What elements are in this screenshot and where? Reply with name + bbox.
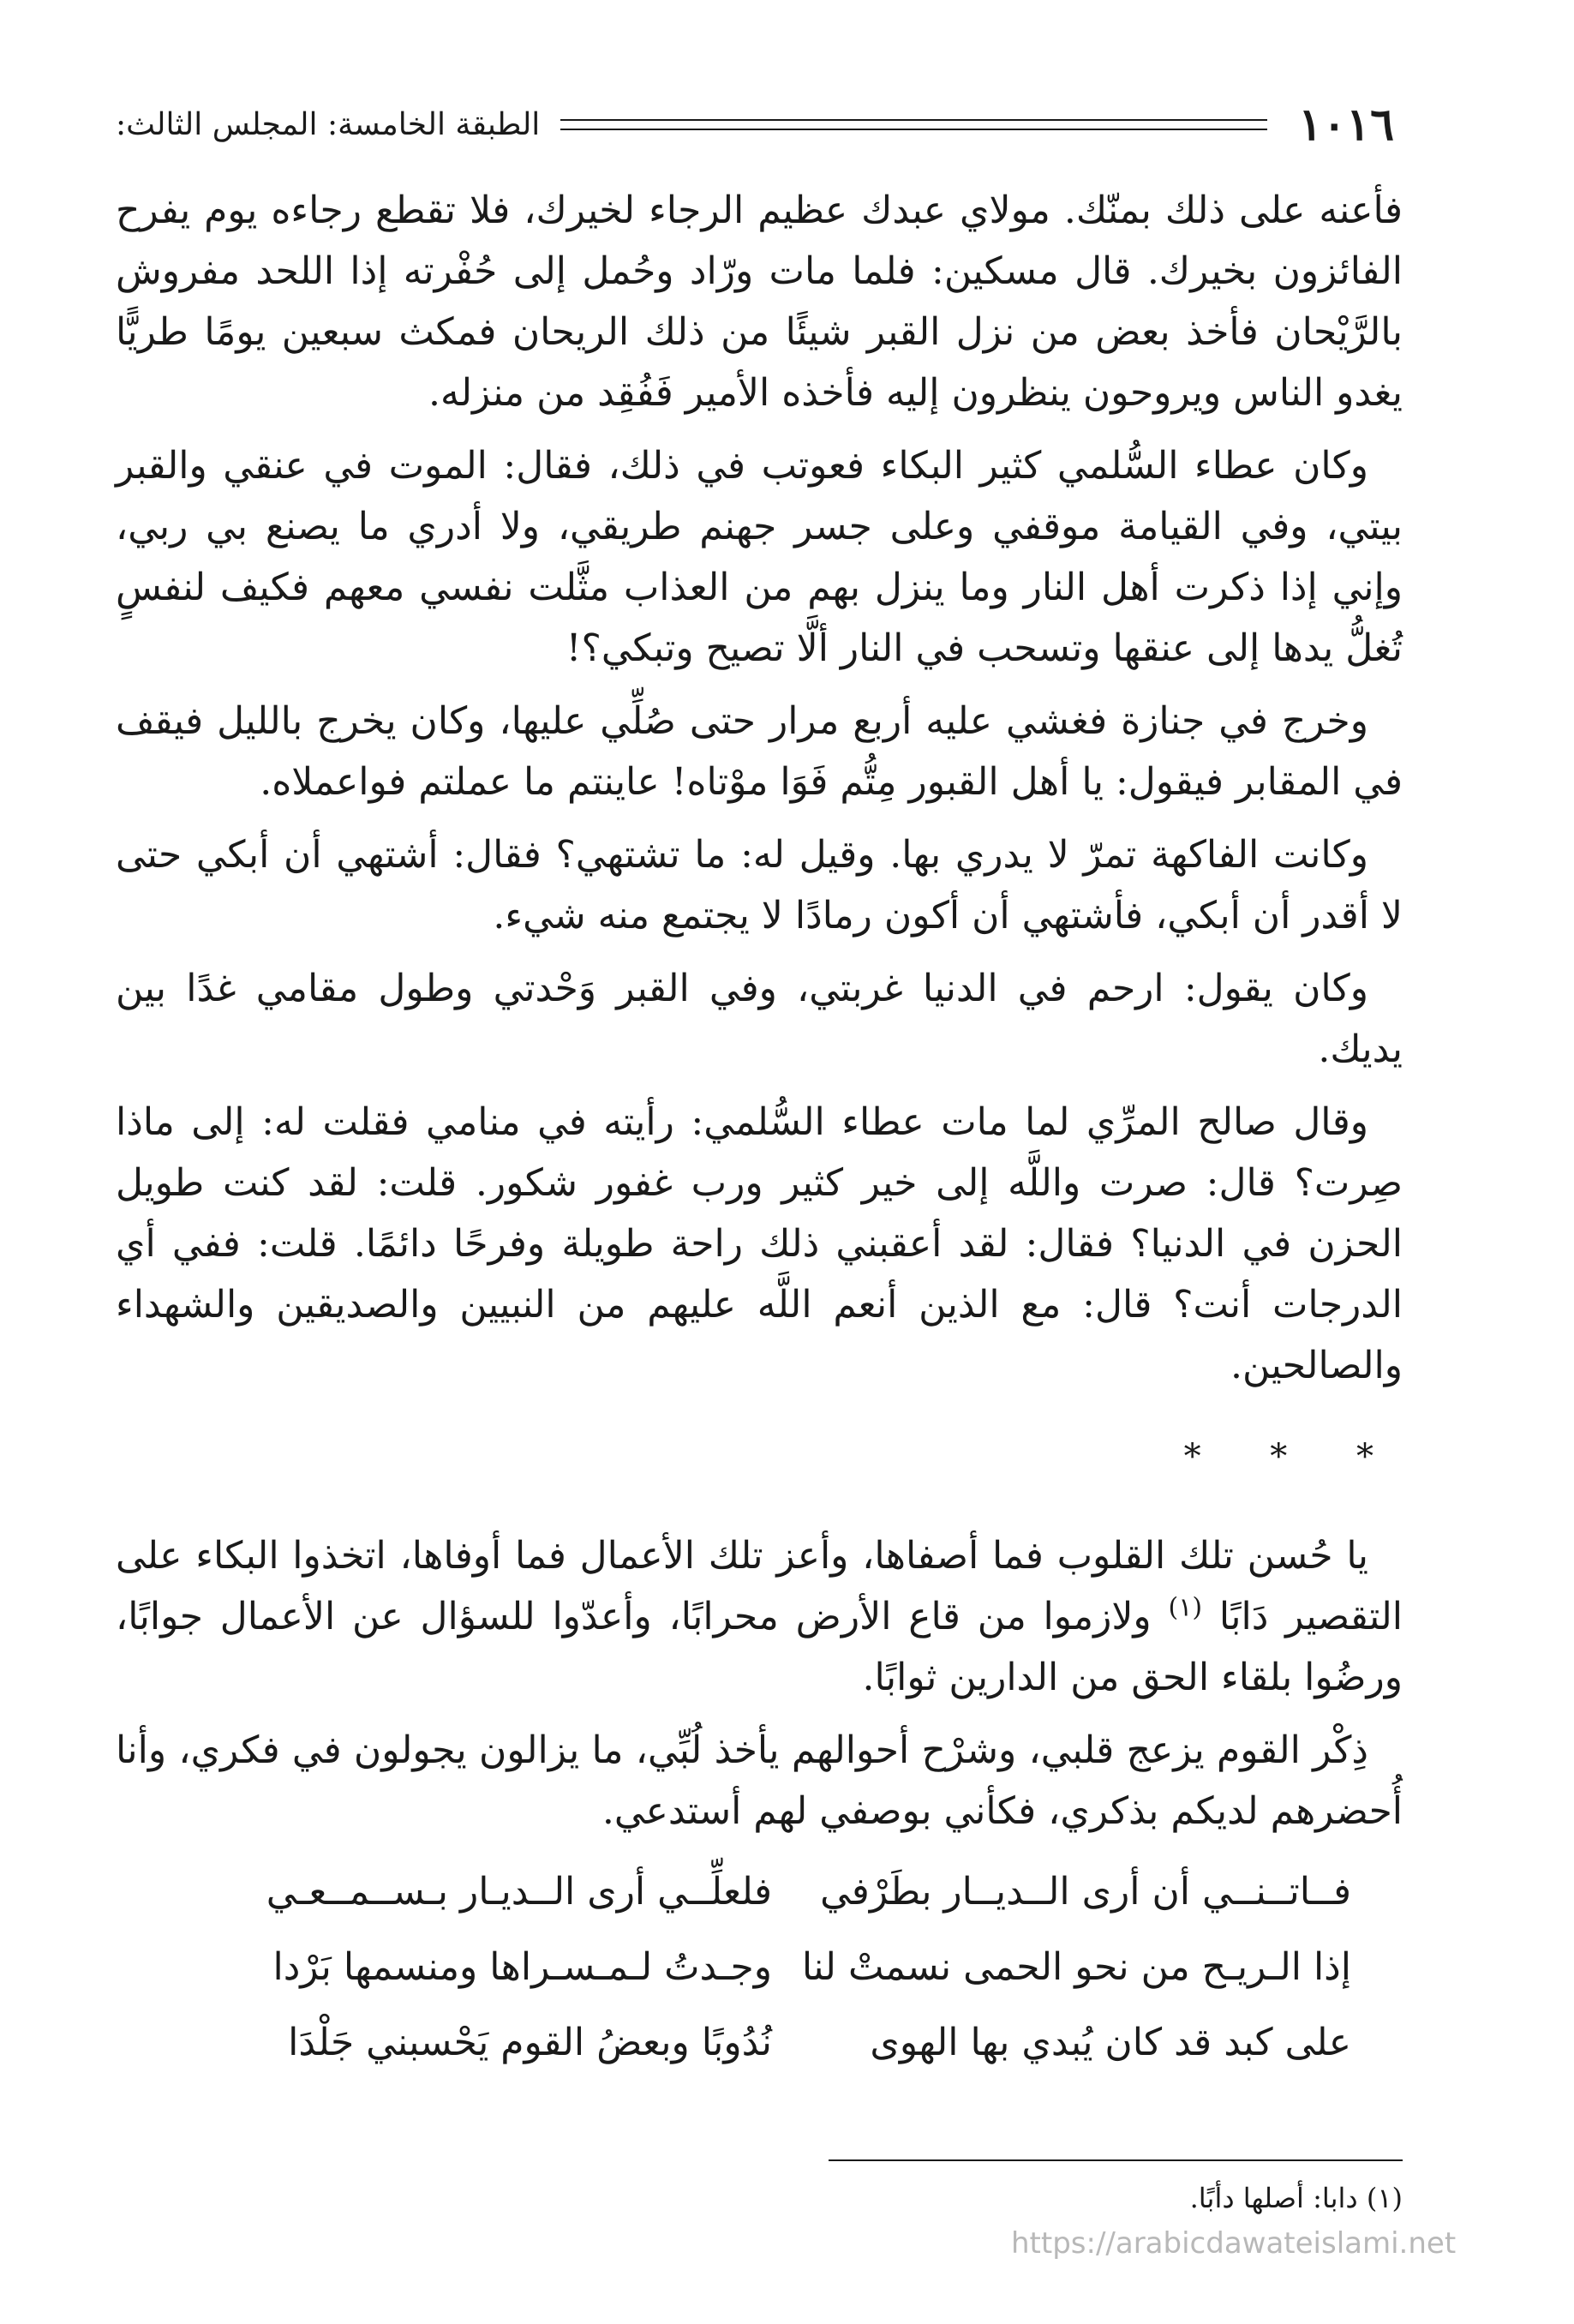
paragraph: وقال صالح المرِّي لما مات عطاء السُّلمي: رأيته في منامي فقلت له: إلى ماذا صِرت؟ قال: صرت واللَّه إلى خير كثير ورب غفور شكور. قلت: لقد كنت طويل الحزن في الدنيا؟ فقال: لقد أعقبني ذلك راحة طويلة وفرحًا دائمًا. قلت: ففي أي الدرجات أنت؟ قال: مع الذين أنعم اللَّه عليهم من النبيين والصديقين والشهداء والصالحين. (116, 1100, 1403, 1387)
body-text (116, 180, 1403, 2080)
poetry-block (116, 1854, 1403, 2080)
paragraph-text: يا حُسن تلك القلوب فما أصفاها، وأعز تلك الأعمال فما أوفاها، اتخذوا البكاء على التقصير دَابًا (116, 1534, 1403, 1638)
footnote: (١) دابا: أصلها دأبًا. (1189, 2182, 1403, 2214)
verse-line (116, 1929, 1403, 2004)
paragraph: وخرج في جنازة فغشي عليه أربع مرار حتى صُلِّي عليها، وكان يخرج بالليل فيقف في المقابر فيقول: يا أهل القبور مِتُّم فَوَا موْتاه! عاينتم ما عملتم فواعملاه. (116, 699, 1403, 804)
footnote-marker: (١) (1168, 1592, 1203, 1623)
paragraph: فأعنه على ذلك بمنّك. مولاي عبدك عظيم الرجاء لخيرك، فلا تقطع رجاءه يوم يفرح الفائزون بخيرك. قال مسكين: فلما مات ورّاد وحُمل إلى حُفْرته إذا اللحد مفروش بالرَّيْحان فأخذ بعض من نزل القبر شيئًا من ذلك الريحان فمكث سبعين يومًا طريًّا يغدو الناس ويروحون ينظرون إليه فأخذه الأمير فَفُقِد من منزله. (116, 189, 1403, 415)
verse-first-hemistich: إذا الـريـح من نحو الحمى نسمتْ لنا (801, 1944, 1351, 1989)
verse-second-hemistich: وجـدتُ لـمـسـراها ومنسمها بَرْدا (272, 1944, 772, 1989)
verse-line (116, 1854, 1403, 1929)
footnote-divider (829, 2159, 1403, 2161)
verse-line (116, 2004, 1403, 2080)
section-separator: * * * (1183, 1437, 1403, 1476)
page-header (116, 99, 1394, 150)
paragraph: وكان عطاء السُّلمي كثير البكاء فعوتب في ذلك، فقال: الموت في عنقي والقبر بيتي، وفي القيامة موقفي وعلى جسر جهنم طريقي، ولا أدري ما يصنع بي ربي، وإني إذا ذكرت أهل النار وما ينزل بهم من العذاب مثَّلت نفسي معهم فكيف لنفسٍ تُغلُّ يدها إلى عنقها وتسحب في النار ألَّا تصيح وتبكي؟! (116, 444, 1403, 670)
running-title: الطبقة الخامسة: المجلس الثالث: (116, 106, 541, 142)
verse-first-hemistich: فــاتــنــي أن أرى الــديــار بطَرْفي (820, 1869, 1351, 1914)
verse-second-hemistich: فلعلِّــي أرى الــديـار بـســمــعـي (266, 1869, 772, 1914)
paragraph: وكان يقول: ارحم في الدنيا غربتي، وفي القبر وَحْدتي وطول مقامي غدًا بين يديك. (116, 967, 1403, 1071)
paragraph: وكانت الفاكهة تمرّ لا يدري بها. وقيل له: ما تشتهي؟ فقال: أشتهي أن أبكي حتى لا أقدر أن أبكي، فأشتهي أن أكون رمادًا لا يجتمع منه شيء. (116, 833, 1403, 937)
paragraph-text: ولازموا من قاع الأرض محرابًا، وأعدّوا للسؤال عن الأعمال جوابًا، ورضُوا بلقاء الحق من الدارين ثوابًا. (116, 1595, 1403, 1699)
paragraph: ذِكْر القوم يزعج قلبي، وشرْح أحوالهم يأخذ لُبِّي، ما يزالون يجولون في فكري، وأنا أُحضرهم لديكم بذكري، فكأني بوصفي لهم أستدعي. (116, 1728, 1403, 1833)
watermark-url: https://arabicdawateislami.net (1011, 2226, 1457, 2261)
verse-first-hemistich: على كبد قد كان يُبدي بها الهوى (870, 2020, 1351, 2064)
verse-second-hemistich: نُدُوبًا وبعضُ القوم يَحْسبني جَلْدَا (288, 2020, 772, 2064)
paragraph (116, 1525, 1403, 1708)
header-double-rule (560, 119, 1267, 130)
page-number: ١٠١٦ (1298, 98, 1394, 151)
